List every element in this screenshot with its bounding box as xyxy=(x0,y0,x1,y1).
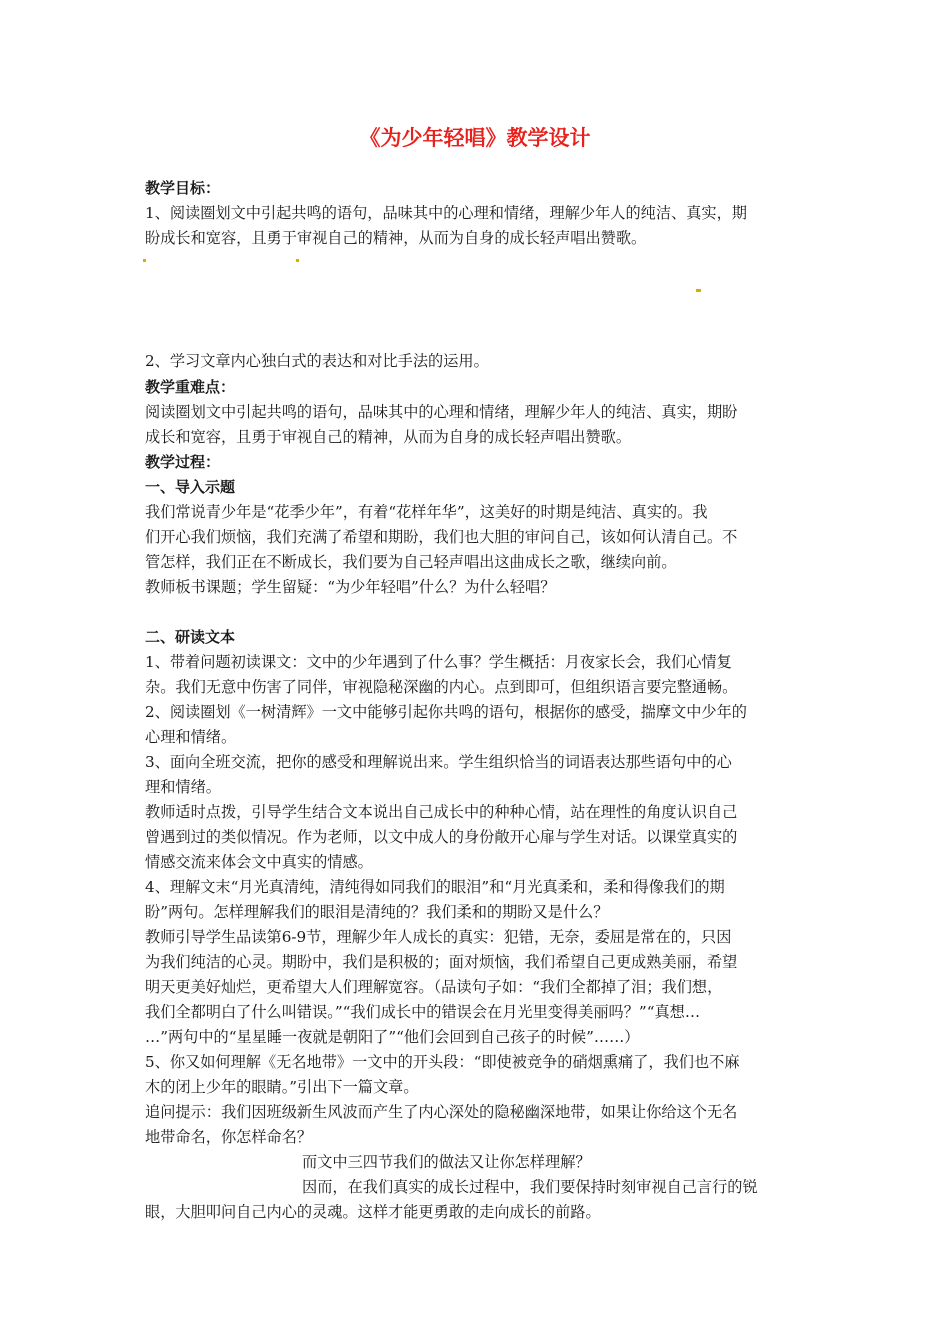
paragraph-line: 3、面向全班交流，把你的感受和理解说出来。学生组织恰当的词语表达那些语句中的心 xyxy=(145,753,732,771)
document-title: 《为少年轻唱》教学设计 xyxy=(359,126,591,150)
paragraph-line: 2、学习文章内心独白式的表达和对比手法的运用。 xyxy=(145,352,489,370)
paragraph-line: 曾遇到过的类似情况。作为老师，以文中成人的身份敞开心扉与学生对话。以课堂真实的 xyxy=(145,828,738,846)
paragraph-line: 1、带着问题初读课文：文中的少年遇到了什么事？学生概括：月夜家长会，我们心情复 xyxy=(145,653,732,671)
paragraph-line: 杂。我们无意中伤害了同伴，审视隐秘深幽的内心。点到即可，但组织语言要完整通畅。 xyxy=(145,678,738,696)
paragraph-line: 心理和情绪。 xyxy=(145,728,237,746)
section-heading-objectives: 教学目标： xyxy=(145,179,221,197)
speck-mark xyxy=(296,259,299,262)
paragraph-line: 1、阅读圈划文中引起共鸣的语句，品味其中的心理和情绪，理解少年人的纯洁、真实，期 xyxy=(145,204,747,222)
paragraph-line: 5、你又如何理解《无名地带》一文中的开头段：“即使被竞争的硝烟熏痛了，我们也不麻 xyxy=(145,1053,740,1071)
paragraph-line: 教师适时点拨，引导学生结合文本说出自己成长中的种种心情，站在理性的角度认识自己 xyxy=(145,803,738,821)
paragraph-line: 成长和宽容，且勇于审视自己的精神，从而为自身的成长轻声唱出赞歌。 xyxy=(145,428,631,446)
section-heading-key-points: 教学重难点： xyxy=(145,378,236,396)
paragraph-line-indented: 因而，在我们真实的成长过程中，我们要保持时刻审视自己言行的锐 xyxy=(302,1178,758,1196)
paragraph-line: 管怎样，我们正在不断成长，我们要为自己轻声唱出这曲成长之歌，继续向前。 xyxy=(145,553,677,571)
paragraph-line: 情感交流来体会文中真实的情感。 xyxy=(145,853,373,871)
paragraph-line: 们开心我们烦恼，我们充满了希望和期盼，我们也大胆的审问自己，该如何认清自己。不 xyxy=(145,528,738,546)
paragraph-line: 2、阅读圈划《一树清辉》一文中能够引起你共鸣的语句，根据你的感受，揣摩文中少年的 xyxy=(145,703,747,721)
paragraph-line: 为我们纯洁的心灵。期盼中，我们是积极的；面对烦恼，我们希望自己更成熟美丽，希望 xyxy=(145,953,738,971)
paragraph-line: 眼，大胆叩问自己内心的灵魂。这样才能更勇敢的走向成长的前路。 xyxy=(145,1203,601,1221)
paragraph-line: 4、理解文末“月光真清纯，清纯得如同我们的眼泪”和“月光真柔和，柔和得像我们的期 xyxy=(145,878,725,896)
subsection-heading-intro: 一、导入示题 xyxy=(145,478,236,496)
paragraph-line: 教师引导学生品读第6-9节，理解少年人成长的真实：犯错，无奈，委屈是常在的，只因 xyxy=(145,928,732,946)
paragraph-line: 追问提示：我们因班级新生风波而产生了内心深处的隐秘幽深地带，如果让你给这个无名 xyxy=(145,1103,738,1121)
speck-mark xyxy=(696,289,701,292)
paragraph-line: 我们常说青少年是“花季少年”，有着“花样年华”，这美好的时期是纯洁、真实的。我 xyxy=(145,503,708,521)
paragraph-line: 理和情绪。 xyxy=(145,778,221,796)
paragraph-line: 盼成长和宽容，且勇于审视自己的精神，从而为自身的成长轻声唱出赞歌。 xyxy=(145,229,647,247)
section-heading-process: 教学过程： xyxy=(145,453,221,471)
paragraph-line: 我们全都明白了什么叫错误。”“我们成长中的错误会在月光里变得美丽吗？”“真想… xyxy=(145,1003,701,1021)
paragraph-line: 教师板书课题；学生留疑：“为少年轻唱”什么？为什么轻唱？ xyxy=(145,578,556,596)
paragraph-line: 明天更美好灿烂，更希望大人们理解宽容。（品读句子如：“我们全都掉了泪；我们想， xyxy=(145,978,723,996)
paragraph-line: 阅读圈划文中引起共鸣的语句，品味其中的心理和情绪，理解少年人的纯洁、真实，期盼 xyxy=(145,403,738,421)
paragraph-line: …”两句中的“星星睡一夜就是朝阳了”“他们会回到自己孩子的时候”……） xyxy=(145,1028,640,1046)
speck-mark xyxy=(143,259,146,262)
paragraph-line: 地带命名，你怎样命名？ xyxy=(145,1128,313,1146)
subsection-heading-reading: 二、研读文本 xyxy=(145,628,236,646)
paragraph-line: 木的闭上少年的眼睛。”引出下一篇文章。 xyxy=(145,1078,419,1096)
paragraph-line-indented: 而文中三四节我们的做法又让你怎样理解？ xyxy=(302,1153,591,1171)
paragraph-line: 盼”两句。怎样理解我们的眼泪是清纯的？我们柔和的期盼又是什么？ xyxy=(145,903,609,921)
